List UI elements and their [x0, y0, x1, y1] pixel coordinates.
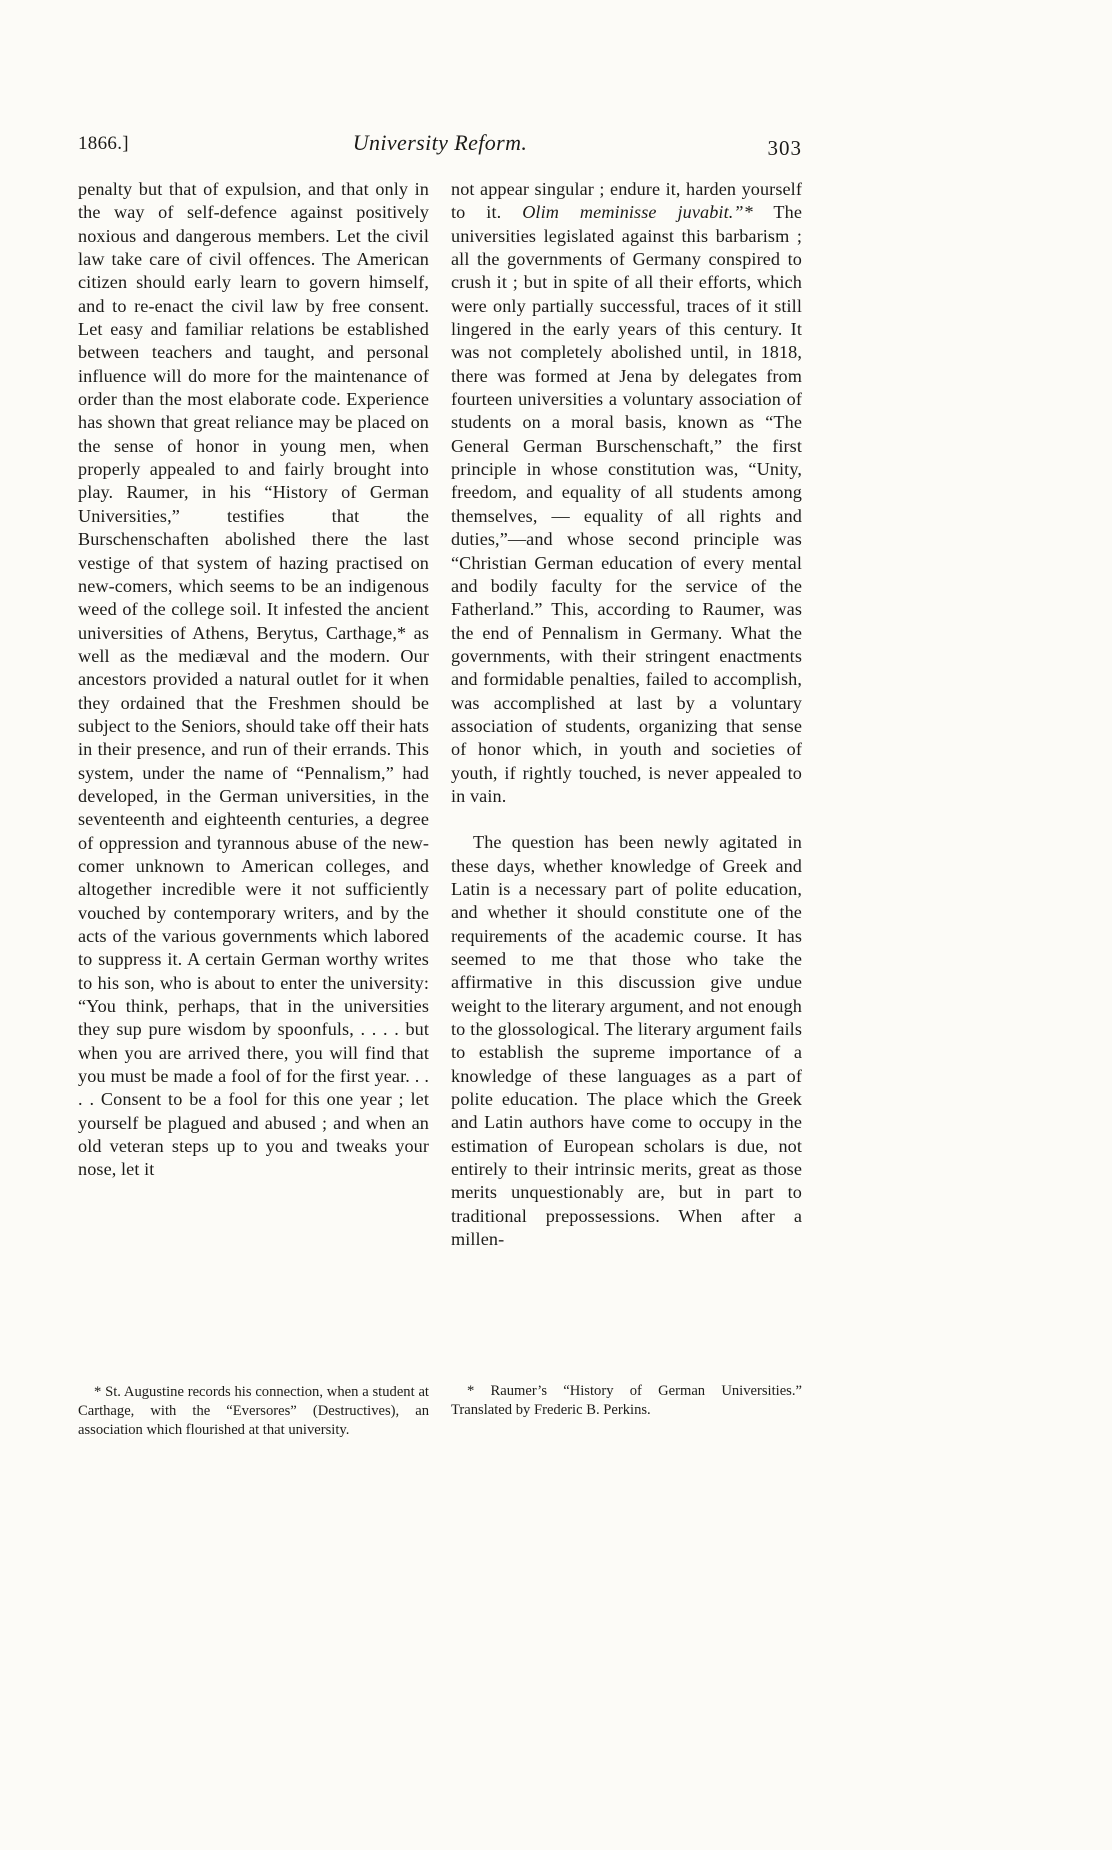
right-column: [451, 178, 802, 1440]
paragraph: [451, 178, 802, 808]
text-run: penalty but that of expulsion, and that only in the way of self-defence against positively noxious and dangerous members. Let the civil law take care of civil offences. The American citizen should early learn to govern himself, and to re-enact the civil law by free consent. Let easy and familiar relations be established between teachers and taught, and personal influence will do more for the maintenance of order than the most elaborate code. Experience has shown that great reliance may be placed on the sense of honor in young men, when properly appealed to and fairly brought into play. Raumer, in his “History of German Universities,” testifies that the Burschenschaften abolished there the last vestige of that system of hazing practised on new-comers, which seems to be an indigenous weed of the college soil. It infested the ancient universities of Athens, Berytus, Carthage,* as well as the mediæval and the modern. Our ancestors provided a natural outlet for it when they ordained that the Freshmen should be subject to the Seniors, should take off their hats in their presence, and run of their errands. This system, under the name of “Pennalism,” had developed, in the German universities, in the seventeenth and eighteenth centuries, a degree of oppression and tyrannous abuse of the new-comer unknown to American colleges, and altogether incredible were it not sufficiently vouched by contemporary writers, and by the acts of the various governments which labored to suppress it. A certain German worthy writes to his son, who is about to enter the university: “You think, perhaps, that in the universities they sup pure wisdom by spoonfuls, . . . . but when you are arrived there, you will find that you must be made a fool of for the first year. . . . . Consent to be a fool for this one year ; let yourself be plagued and abused ; and when an old veteran steps up to you and tweaks your nose, let it: [78, 179, 429, 1180]
left-footnote: * St. Augustine records his connection, when a student at Carthage, with the “Eversores” (Destructives), an association which flourished at that university.: [78, 1384, 429, 1438]
page-title: University Reform.: [352, 130, 528, 155]
right-column-text: [451, 178, 802, 1251]
paragraph: [451, 831, 802, 1251]
text-run: The universities legislated against this barbarism ; all the governments of Germany conspired to crush it ; but in spite of all their efforts, which were only partially successful, traces of it still lingered in the early years of this century. It was not completely abolished until, in 1818, there was formed at Jena by delegates from fourteen universities a voluntary association of students on a moral basis, known as “The General German Burschenschaft,” the first principle in whose constitution was, “Unity, freedom, and equality of all students among themselves, — equality of all rights and duties,”—and whose second principle was “Christian German education of every mental and bodily faculty for the service of the Fatherland.” This, according to Raumer, was the end of Pennalism in Germany. What the governments, with their stringent enactments and formidable penalties, failed to accomplish, was accomplished at last by a voluntary association of students, organizing that sense of honor which, in youth and societies of youth, if rightly touched, is never appealed to in vain.: [451, 202, 802, 806]
right-footnote: * Raumer’s “History of German Universities.” Translated by Frederic B. Perkins.: [451, 1383, 802, 1418]
italic-phrase: Olim meminisse juvabit.”*: [522, 202, 753, 223]
page-number: 303: [767, 136, 802, 160]
header-year: 1866.]: [78, 133, 129, 154]
text-columns: [78, 178, 802, 1440]
text-run: not appear singular ; endure it, harden yourself to it.: [451, 179, 802, 223]
paragraph: [78, 178, 429, 1182]
left-column-text: [78, 178, 429, 1182]
page-header: [78, 130, 802, 164]
text-run: The question has been newly agitated in these days, whether knowledge of Greek and Latin is a necessary part of polite education, and whether it should constitute one of the requirements of the academic course. It has seemed to me that those who take the affirmative in this discussion give undue weight to the literary argument, and not enough to the glossological. The literary argument fails to establish the supreme importance of a knowledge of these languages as a part of polite education. The place which the Greek and Latin authors have come to occupy in the estimation of European scholars is due, not entirely to their intrinsic merits, great as those merits unquestionably are, but in part to traditional prepossessions. When after a millen-: [451, 832, 802, 1250]
left-column: [78, 178, 429, 1440]
